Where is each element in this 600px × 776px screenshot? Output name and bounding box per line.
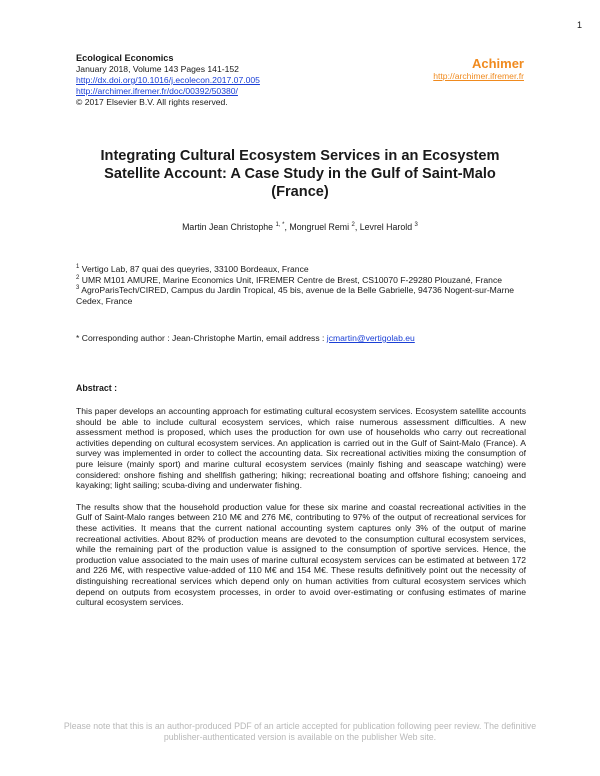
author-affil-marker: 1, * xyxy=(275,222,285,229)
abstract-body xyxy=(76,406,526,608)
title-line: Satellite Account: A Case Study in the Gulf of Saint-Malo xyxy=(104,166,496,182)
journal-citation: January 2018, Volume 143 Pages 141-152 xyxy=(76,64,239,74)
doi-link[interactable]: http://dx.doi.org/10.1016/j.ecolecon.2017.07.005 xyxy=(76,75,260,85)
journal-info xyxy=(76,53,260,108)
copyright-notice: © 2017 Elsevier B.V. All rights reserved. xyxy=(76,97,228,107)
email-link[interactable]: jcmartin@vertigolab.eu xyxy=(326,333,415,343)
author-affil-marker: 3 xyxy=(414,222,418,229)
author-name: Levrel Harold xyxy=(359,222,413,232)
affiliation-item xyxy=(76,275,526,286)
title-line: (France) xyxy=(271,184,329,200)
abstract-paragraph: This paper develops an accounting approach for estimating cultural ecosystem services. Ecosystem satellite accounts should be able to include cultural ecosystem services, which raise numerous assessment difficulties. A new assessment method is proposed, which uses the production for own use of households who carry out recreational activities depending on cultural ecosystem services. An application is carried out in the Gulf of Saint-Malo (France). A survey was implemented in order to collect the accounting data. Six recreational activities mixing the consumption of pure leisure (mainly sport) and marine cultural ecosystem services (mainly fishing and seascape watching) were considered: onshore fishing and shellfish gathering; hiking; recreational boating and offshore fishing; canoeing and kayaking; light sailing; scuba-diving and underwater fishing. xyxy=(76,406,526,491)
abstract-paragraph: The results show that the household production value for these six marine and coastal recreational activities in the Gulf of Saint-Malo ranges between 210 M€ and 276 M€, contributing to 97% of the output of recreational services for these activities. It means that the current national accounting system captures only 3% of the output of marine recreational activities. About 82% of production means are devoted to the consumption cultural ecosystem services, while the remaining part of the production value is assigned to the consumption of sportive services. Hence, the production value associated to the main uses of marine cultural ecosystem services can be estimated at between 172 and 226 M€, with respective value-added of 110 M€ and 154 M€. These results definitively point out the necessity of distinguishing recreational services which depend only on human activities from cultural ecosystem services which depend on outputs from ecosystem processes, in order to avoid over-estimating or confusing estimates of marine cultural ecosystem services. xyxy=(76,501,526,608)
author-name: Martin Jean Christophe xyxy=(182,222,274,232)
author-list xyxy=(0,222,600,232)
footer-line: Please note that this is an author-produced PDF of an article accepted for publication following peer review. The definitive xyxy=(63,721,537,731)
affiliation-item xyxy=(76,264,526,275)
author-separator: , xyxy=(354,222,360,232)
affiliation-text: UMR M101 AMURE, Marine Economics Unit, IFREMER Centre de Brest, CS10070 F-29280 Plouzané, France xyxy=(81,274,503,285)
author-name: Mongruel Remi xyxy=(289,222,350,232)
affiliation-number: 1 xyxy=(76,264,80,271)
archimer-doc-link[interactable]: http://archimer.ifremer.fr/doc/00392/50380/ xyxy=(76,86,238,96)
affiliation-number: 2 xyxy=(76,274,80,281)
author-separator: , xyxy=(284,222,290,232)
affiliation-text: Vertigo Lab, 87 quai des queyries, 33100 Bordeaux, France xyxy=(81,264,309,274)
archimer-logo-text: Achimer xyxy=(471,56,524,71)
corresponding-author-label: * Corresponding author : Jean-Christophe Martin, email address : xyxy=(76,333,327,343)
corresponding-author xyxy=(76,333,526,343)
archimer-brand xyxy=(433,56,524,82)
journal-name: Ecological Economics xyxy=(76,53,174,63)
footer-line: publisher-authenticated version is available on the publisher Web site. xyxy=(163,732,437,742)
affiliations xyxy=(76,264,526,306)
archimer-url-link[interactable]: http://archimer.ifremer.fr xyxy=(433,71,524,81)
affiliation-number: 3 xyxy=(76,285,80,292)
title-line: Integrating Cultural Ecosystem Services in an Ecosystem xyxy=(100,148,500,164)
author-affil-marker: 2 xyxy=(351,222,355,229)
abstract-heading: Abstract : xyxy=(76,383,118,393)
article-title xyxy=(70,147,530,201)
footer-note xyxy=(30,721,570,743)
affiliation-item xyxy=(76,285,526,306)
affiliation-text: AgroParisTech/CIRED, Campus du Jardin Tropical, 45 bis, avenue de la Belle Gabrielle, 94736 Nogent-sur-Marne Cedex, France xyxy=(76,285,515,306)
page-number: 1 xyxy=(576,20,582,30)
